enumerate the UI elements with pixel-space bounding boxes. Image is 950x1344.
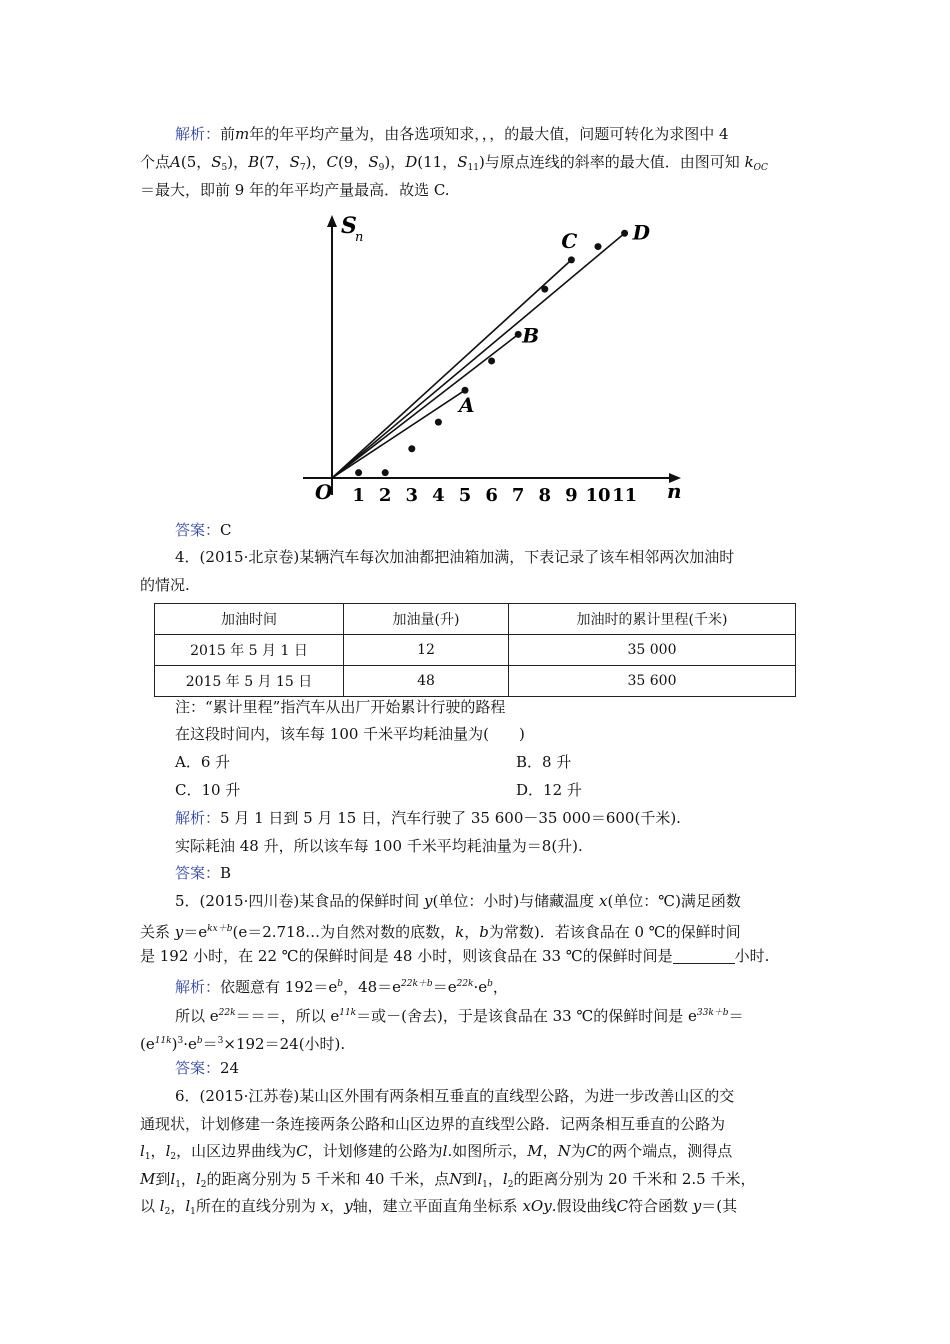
q5-stem-2: 关系 $y=e^{kx+b}(e=2.718\dots$为自然对数的底数，k，b为常数)．若该食品在 0 ℃的保鲜时间 bbox=[140, 923, 741, 941]
q6-line-2: 通现状，计划修建一条连接两条公路和山区边界的直线型公路．记两条相互垂直的公路为 bbox=[140, 1115, 726, 1133]
x-tick-label: 6 bbox=[485, 485, 498, 506]
data-point bbox=[568, 256, 575, 263]
analysis-line-2: 个点A(5，$S_5$)，B(7，$S_7$)，C(9，$S_9$)，D(11，$S_{11}$)与原点连线的斜率的最大值．由图可知 $k_{OC}$ bbox=[140, 153, 768, 173]
q4-question: 在这段时间内，该车每 100 千米平均耗油量为( ) bbox=[175, 725, 525, 743]
answer-blank bbox=[673, 949, 735, 964]
x-tick-label: 2 bbox=[378, 485, 392, 506]
table-row bbox=[155, 635, 796, 666]
table-cell: 2015 年 5 月 15 日 bbox=[155, 666, 344, 697]
table-cell: 2015 年 5 月 1 日 bbox=[155, 635, 344, 666]
q4-option-c: C．10 升 bbox=[175, 781, 241, 799]
q5-stem-3: 是 192 小时，在 22 ℃的保鲜时间是 48 小时，则该食品在 33 ℃的保鲜时间是 小时. bbox=[140, 947, 770, 965]
x-tick-label: 3 bbox=[405, 485, 419, 506]
table-cell: 12 bbox=[344, 635, 509, 666]
line-origin-to-D bbox=[332, 233, 625, 478]
q6-line-4: M到$l_1$，$l_2$的距离分别为 5 千米和 40 千米，点N到$l_1$，$l_2$的距离分别为 20 千米和 2.5 千米， bbox=[140, 1170, 756, 1190]
q5-analysis-3: $(e^{11k})^3\cdot e^b=^3\times 192=24$(小时). bbox=[140, 1035, 346, 1053]
q4-option-a: A．6 升 bbox=[175, 753, 231, 771]
q6-line-3: $l_1$，$l_2$，山区边界曲线为C，计划修建的公路为l.如图所示，M，N为C的两个端点，测得点 bbox=[140, 1142, 733, 1162]
x-axis-label: n bbox=[667, 479, 682, 503]
x-tick-label: 8 bbox=[538, 485, 552, 506]
q5-analysis-1: 解析：依题意有 $192=e^b$，$48=e^{22k+b}=e^{22k}\cdot e^b$， bbox=[175, 978, 508, 996]
data-point bbox=[541, 286, 548, 293]
analysis-line-1: 解析：前m年的年平均产量为，由各选项知求，，，的最大值，问题可转化为求图中 4 bbox=[175, 125, 729, 143]
q5-answer: 答案：24 bbox=[175, 1059, 240, 1077]
y-axis-label-sub: n bbox=[355, 230, 364, 245]
data-point bbox=[515, 331, 522, 338]
data-point bbox=[435, 419, 442, 426]
y-axis bbox=[327, 215, 337, 495]
origin-label: O bbox=[315, 480, 333, 504]
line-origin-to-A bbox=[332, 390, 465, 478]
data-point bbox=[408, 445, 415, 452]
data-point bbox=[621, 230, 628, 237]
answer-3: 答案：C bbox=[175, 521, 232, 539]
q4-option-b: B．8 升 bbox=[516, 753, 572, 771]
point-label-D: D bbox=[632, 220, 650, 245]
table-header-cell: 加油量(升) bbox=[344, 604, 509, 635]
sn-scatter-chart bbox=[295, 205, 695, 510]
x-tick-label: 10 bbox=[585, 485, 611, 506]
analysis-label: 解析： bbox=[175, 125, 221, 143]
table-cell: 35 000 bbox=[509, 635, 796, 666]
x-tick-label: 7 bbox=[511, 485, 525, 506]
analysis-line-3: ＝最大，即前 9 年的年平均产量最高．故选 C. bbox=[140, 181, 450, 199]
table-row bbox=[155, 666, 796, 697]
table-header-row bbox=[155, 604, 796, 635]
point-label-A: A bbox=[459, 393, 475, 418]
q5-stem-1: 5．(2015·四川卷)某食品的保鲜时间 y(单位：小时)与储藏温度 x(单位：℃)满足函数 bbox=[175, 892, 741, 910]
data-point bbox=[355, 469, 362, 476]
q4-analysis-1: 解析：5 月 1 日到 5 月 15 日，汽车行驶了 35 600－35 000＝600(千米). bbox=[175, 809, 681, 827]
table-cell: 35 600 bbox=[509, 666, 796, 697]
point-label-B: B bbox=[522, 323, 540, 348]
q4-analysis-2: 实际耗油 48 升，所以该车每 100 千米平均耗油量为＝8(升). bbox=[175, 837, 583, 855]
line-origin-to-B bbox=[332, 334, 518, 478]
q4-option-d: D．12 升 bbox=[516, 781, 582, 799]
table-header-cell: 加油时间 bbox=[155, 604, 344, 635]
table-header-cell: 加油时的累计里程(千米) bbox=[509, 604, 796, 635]
q5-analysis-2: 所以 $e^{22k}===$，所以 $e^{11k}=$或－(舍去)，于是该食品在 33 ℃的保鲜时间是 $e^{33k+b}=$ bbox=[175, 1007, 744, 1025]
line-origin-to-C bbox=[332, 260, 571, 478]
q6-line-1: 6．(2015·江苏卷)某山区外围有两条相互垂直的直线型公路，为进一步改善山区的交 bbox=[175, 1087, 735, 1105]
q6-line-5: 以 $l_2$，$l_1$所在的直线分别为 x，y轴，建立平面直角坐标系 xOy.假设曲线C符合函数 y＝(其 bbox=[140, 1197, 738, 1217]
x-tick-label: 9 bbox=[565, 485, 578, 506]
x-tick-label: 5 bbox=[458, 485, 472, 506]
q4-stem-1: 4．(2015·北京卷)某辆汽车每次加油都把油箱加满，下表记录了该车相邻两次加油时 bbox=[175, 548, 735, 566]
point-label-C: C bbox=[561, 228, 578, 253]
fuel-table bbox=[154, 603, 796, 697]
q4-stem-2: 的情况. bbox=[140, 576, 190, 594]
q4-answer: 答案：B bbox=[175, 864, 232, 882]
y-axis-label: S bbox=[341, 213, 357, 239]
data-point bbox=[488, 357, 495, 364]
data-point bbox=[382, 469, 389, 476]
x-tick-label: 4 bbox=[432, 485, 445, 506]
table-cell: 48 bbox=[344, 666, 509, 697]
q4-note: 注：“累计里程”指汽车从出厂开始累计行驶的路程 bbox=[175, 698, 506, 716]
data-point bbox=[595, 243, 602, 250]
x-tick-label: 11 bbox=[612, 485, 638, 506]
x-tick-label: 1 bbox=[352, 485, 365, 506]
